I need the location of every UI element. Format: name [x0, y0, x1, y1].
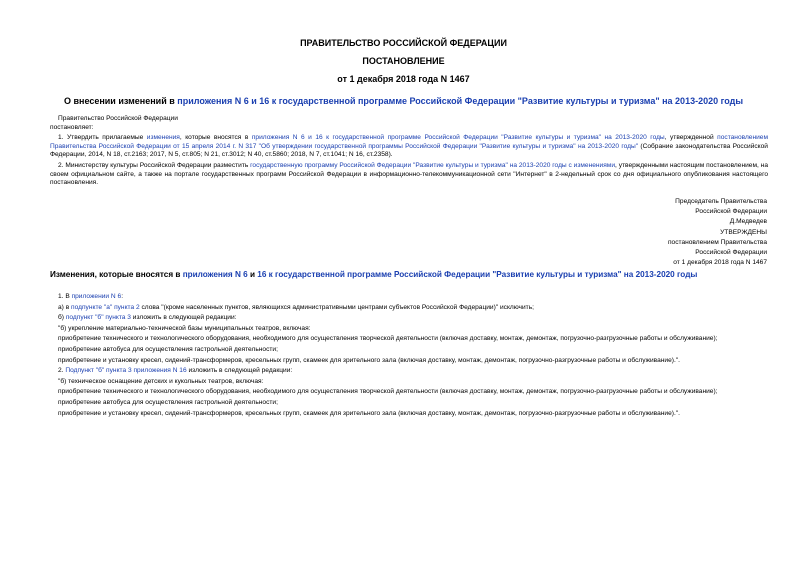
quote-1-line-4: приобретение и установку кресел, сидений-трансформеров, кресельных групп, скамеек для зрительного зала (включая доставку, монтаж, демонтаж, погрузочно-разгрузочные работы и обслуживание).". — [58, 356, 680, 364]
p1-text-a: 1. Утвердить прилагаемые — [58, 134, 147, 142]
item-2 — [50, 366, 768, 377]
item2-text-b: изложить в следующей редакции: — [186, 367, 293, 375]
signature-line-3: Д.Медведев — [729, 218, 767, 226]
item-a-text-b: слова "(кроме населенных пунктов, являющихся административными центрами субъектов Российской Федерации)" исключить; — [139, 303, 534, 311]
changes-block — [50, 292, 768, 419]
p1-link-resolution[interactable]: постановлением Правительства Российской Федерации от 15 апреля 2014 г. N 317 "Об утверждении государственной программы Российской Федерации "Развитие культуры и туризма" на 2013-2020 годы" — [50, 134, 769, 150]
paragraph-2 — [50, 162, 768, 188]
item-b-link[interactable]: подпункт "б" пункта 3 — [65, 314, 131, 322]
item-1 — [50, 292, 768, 303]
approved-line-4: от 1 декабря 2018 года N 1467 — [673, 259, 767, 267]
changes-title — [50, 270, 768, 279]
item-b — [50, 313, 768, 324]
item1-link[interactable]: приложении N 6 — [71, 293, 122, 300]
item-a-text-a: а) в — [58, 303, 72, 311]
p1-text-b: , которые вносятся в — [179, 134, 252, 142]
item2-link[interactable]: Подпункт "б" пункта 3 приложения N 16 — [65, 367, 187, 375]
changes-title-prefix: Изменения, которые вносятся в — [50, 270, 183, 279]
quote-2-line-3: приобретение автобуса для осуществления гастрольной деятельности; — [58, 398, 278, 406]
item-a — [50, 303, 768, 314]
item-a-link[interactable]: подпункте "а" пункта 2 — [71, 303, 140, 311]
p1-text-d: (Собрание законодательства Российской Федерации, 2014, N 18, ст.2163; 2017, N 5, ст.805; N 21, ст.3012; N 40, ст.5860; 2018, N 7, ст.1041; N 16, ст.2358). — [50, 142, 768, 159]
signature-line-2: Российской Федерации — [695, 208, 767, 216]
quote-1-line-1: "б) укрепление материально-технической базы муниципальных театров, включая: — [58, 324, 311, 332]
p1-link-changes[interactable]: изменения — [146, 134, 180, 142]
p2-text-b: , утвержденными настоящим постановлением, на своем официальном сайте, а также на портале государственных программ Российской Федерации в информационно-телекоммуникационной сети "Интернет" в 2-недельный срок со дня официального опубликования настоящего постановления. — [50, 161, 768, 187]
item-b-text-b: изложить в следующей редакции: — [130, 314, 237, 322]
quote-1-line-3: приобретение автобуса для осуществления гастрольной деятельности; — [58, 345, 278, 353]
item1-text-b: : — [121, 293, 124, 300]
signature-block — [668, 197, 767, 268]
p1-link-appendices[interactable]: приложения N 6 и 16 к государственной программе Российской Федерации "Развитие культуры и туризма" на 2013-2020 годы — [251, 134, 665, 142]
intro-block — [50, 115, 768, 188]
document-title — [0, 96, 807, 106]
quote-1-line-2: приобретение технического и технологического оборудования, необходимого для осуществления творческой деятельности (включая доставку, монтаж, демонтаж, погрузочно-разгрузочные работы и обслуживание); — [58, 335, 718, 343]
item2-text-a: 2. — [58, 367, 66, 375]
changes-title-link-1[interactable]: приложения N 6 — [182, 270, 248, 279]
doc-type-heading: ПОСТАНОВЛЕНИЕ — [362, 56, 445, 66]
changes-title-mid: и — [247, 270, 258, 279]
changes-title-link-2[interactable]: 16 к государственной программе Российской Федерации "Развитие культуры и туризма" на 2013-2020 годы — [257, 270, 698, 279]
p1-text-c: , утвержденной — [664, 134, 718, 142]
date-number-heading: от 1 декабря 2018 года N 1467 — [337, 74, 470, 84]
quote-2-line-2: приобретение технического и технологического оборудования, необходимого для осуществления творческой деятельности (включая доставку, монтаж, демонтаж, погрузочно-разгрузочные работы и обслуживание); — [58, 388, 718, 396]
p2-text-a: 2. Министерству культуры Российской Федерации разместить — [58, 161, 251, 169]
quote-2-line-1: "б) техническое оснащение детских и кукольных театров, включая: — [58, 377, 264, 385]
paragraph-1 — [50, 134, 768, 160]
intro-line-1: Правительство Российской Федерации — [58, 115, 178, 122]
approved-line-2: постановлением Правительства — [667, 238, 767, 246]
signature-line-1: Председатель Правительства — [675, 198, 767, 205]
approved-line-1: УТВЕРЖДЕНЫ — [720, 228, 767, 236]
title-prefix: О внесении изменений в — [63, 96, 178, 106]
item-b-text-a: б) — [58, 314, 66, 322]
quote-2-line-4: приобретение и установку кресел, сидений-трансформеров, кресельных групп, скамеек для зрительного зала (включая доставку, монтаж, демонтаж, погрузочно-разгрузочные работы и обслуживание).". — [58, 409, 680, 417]
government-heading: ПРАВИТЕЛЬСТВО РОССИЙСКОЙ ФЕДЕРАЦИИ — [300, 38, 507, 48]
approved-line-3: Российской Федерации — [695, 249, 767, 257]
intro-line-2: постановляет: — [50, 123, 94, 131]
title-link[interactable]: приложения N 6 и 16 к государственной программе Российской Федерации "Развитие культуры и туризма" на 2013-2020 годы — [177, 96, 744, 106]
p2-link-program[interactable]: государственную программу Российской Федерации "Развитие культуры и туризма" на 2013-2020 годы с изменениями — [250, 161, 616, 169]
item1-text-a: 1. В — [58, 293, 72, 300]
